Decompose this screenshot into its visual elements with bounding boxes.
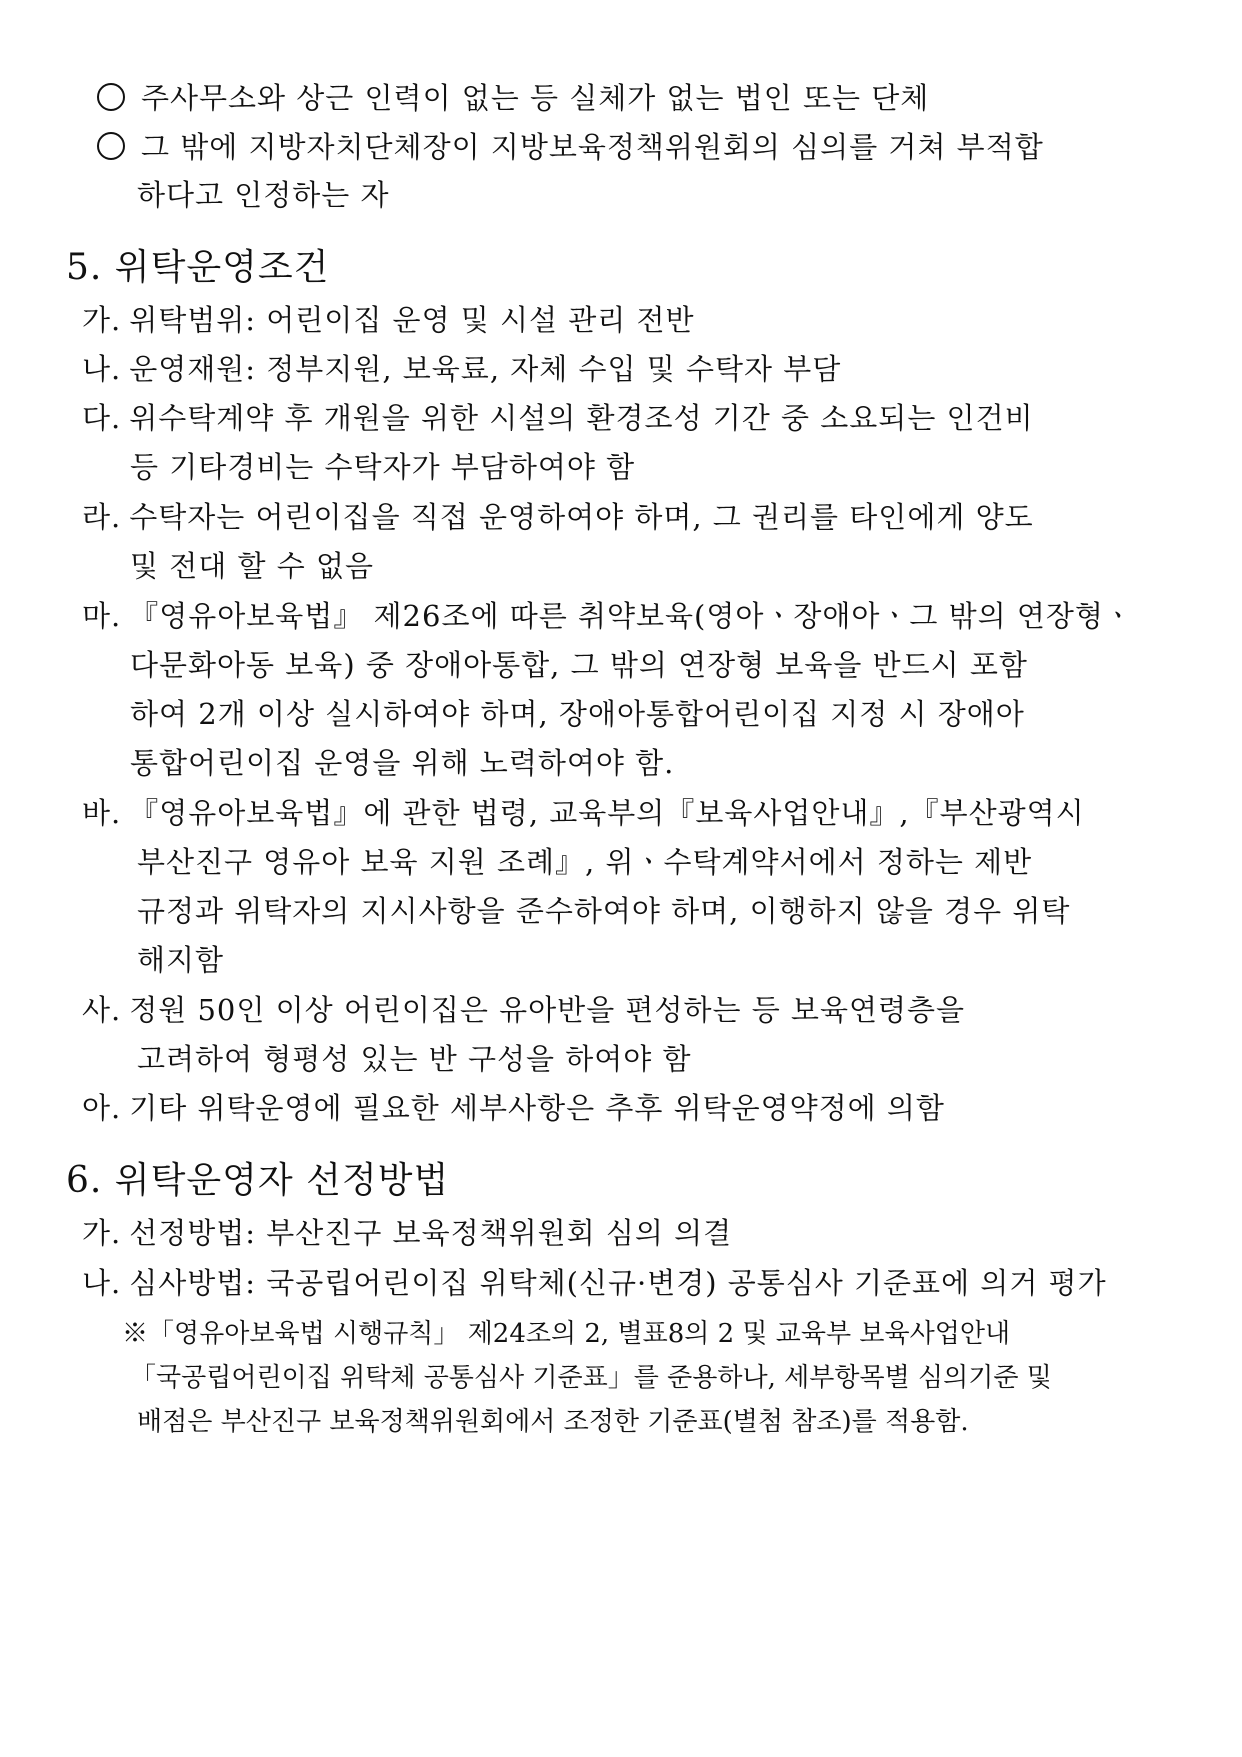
list-item-continuation: 고려하여 형평성 있는 반 구성을 하여야 함 [137, 1042, 692, 1076]
list-item: 가. 위탁범위: 어린이집 운영 및 시설 관리 전반 [82, 303, 695, 337]
bullet-continuation: 하다고 인정하는 자 [137, 178, 390, 212]
circle-bullet-icon [97, 132, 125, 160]
list-item-continuation: 규정과 위탁자의 지시사항을 준수하여야 하며, 이행하지 않을 경우 위탁 [137, 894, 1071, 928]
list-item: 사. 정원 50인 이상 어린이집은 유아반을 편성하는 등 보육연령층을 [82, 993, 966, 1027]
bullet-line: 주사무소와 상근 인력이 없는 등 실체가 없는 법인 또는 단체 [97, 78, 929, 118]
list-item: 라. 수탁자는 어린이집을 직접 운영하여야 하며, 그 권리를 타인에게 양도 [82, 500, 1034, 534]
note-line: ※「영유아보육법 시행규칙」 제24조의 2, 별표8의 2 및 교육부 보육사업안내 [122, 1319, 1011, 1349]
list-item: 다. 위수탁계약 후 개원을 위한 시설의 환경조성 기간 중 소요되는 인건비 [82, 401, 1034, 435]
list-item: 가. 선정방법: 부산진구 보육정책위원회 심의 의결 [82, 1216, 733, 1250]
list-item: 나. 심사방법: 국공립어린이집 위탁체(신규·변경) 공통심사 기준표에 의거 평가 [82, 1266, 1107, 1300]
list-item: 나. 운영재원: 정부지원, 보육료, 자체 수입 및 수탁자 부담 [82, 352, 842, 386]
section-5-title: 5. 위탁운영조건 [66, 247, 330, 288]
list-item-continuation: 부산진구 영유아 보육 지원 조례』, 위ㆍ수탁계약서에서 정하는 제반 [137, 845, 1033, 879]
list-item-continuation: 등 기타경비는 수탁자가 부담하여야 함 [130, 450, 636, 484]
list-item-continuation: 및 전대 할 수 없음 [130, 549, 374, 583]
note-line: 배점은 부산진구 보육정책위원회에서 조정한 기준표(별첨 참조)를 적용함. [137, 1407, 969, 1437]
list-item-continuation: 하여 2개 이상 실시하여야 하며, 장애아통합어린이집 지정 시 장애아 [130, 697, 1025, 731]
list-item: 마. 『영유아보육법』 제26조에 따른 취약보육(영아ㆍ장애아ㆍ그 밖의 연장형ㆍ [82, 599, 1133, 633]
note-line: 「국공립어린이집 위탁체 공통심사 기준표」를 준용하나, 세부항목별 심의기준 및 [130, 1363, 1052, 1393]
list-item: 아. 기타 위탁운영에 필요한 세부사항은 추후 위탁운영약정에 의함 [82, 1091, 945, 1125]
list-item-continuation: 통합어린이집 운영을 위해 노력하여야 함. [130, 746, 675, 780]
list-item-continuation: 해지함 [137, 943, 225, 977]
section-6-title: 6. 위탁운영자 선정방법 [66, 1160, 450, 1201]
list-item-continuation: 다문화아동 보육) 중 장애아통합, 그 밖의 연장형 보육을 반드시 포함 [130, 648, 1028, 682]
list-item: 바. 『영유아보육법』에 관한 법령, 교육부의『보육사업안내』,『부산광역시 [82, 796, 1085, 830]
circle-bullet-icon [97, 83, 125, 111]
bullet-line: 그 밖에 지방자치단체장이 지방보육정책위원회의 심의를 거쳐 부적합 [97, 127, 1044, 167]
